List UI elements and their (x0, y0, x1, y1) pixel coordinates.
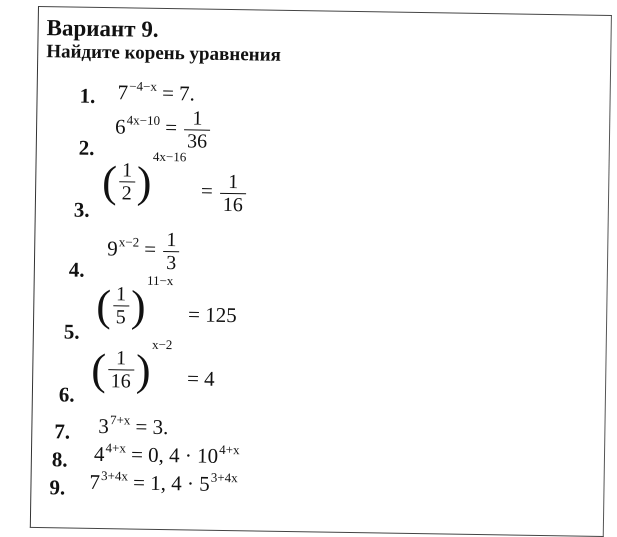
item-number: 8. (51, 447, 68, 472)
item-number: 9. (49, 475, 66, 500)
item-number: 1. (79, 83, 96, 108)
fraction-base: $\frac{1}{5}$ (113, 283, 130, 328)
right-exponent: 3+4x (210, 469, 238, 486)
item-number: 5. (63, 319, 80, 344)
equation-5: ( $\frac{1}{5}$ ) 11−x = 125 (95, 272, 237, 331)
equation-6: ( $\frac{1}{16}$ ) x−2 = 4 (90, 336, 215, 395)
exponent: x−2 (151, 336, 173, 352)
right-side: = 7. (161, 80, 196, 106)
fraction: $\frac{1}{16}$ (220, 171, 247, 216)
equation-7 (98, 414, 168, 440)
equals: = (144, 237, 157, 262)
item-number: 2. (78, 135, 95, 160)
exponent: 3+4x (101, 468, 129, 484)
equals: = (200, 178, 214, 203)
base: 6 (114, 114, 126, 139)
exponent: 11−x (146, 272, 174, 288)
exponent: 7+x (109, 412, 131, 428)
exponent: x−2 (118, 234, 140, 250)
item-number: 7. (54, 419, 71, 444)
right-exponent: 4+x (219, 441, 240, 458)
exponent: −4−x (129, 78, 158, 94)
right-side: = 4 (186, 366, 215, 391)
base: 7 (89, 469, 101, 495)
right-side: = 0, 4 · 10 (130, 442, 219, 468)
fraction: $\frac{1}{3}$ (163, 229, 180, 274)
base: 3 (98, 414, 110, 439)
base: 9 (107, 236, 118, 261)
equation-9 (89, 470, 237, 497)
exponent: 4x−10 (126, 112, 161, 129)
equation-1 (117, 80, 195, 106)
task-instruction: Найдите корень уравнения (46, 41, 282, 66)
item-number: 4. (68, 257, 85, 282)
equation-3: ( $\frac{1}{2}$ ) 4x−16 = $\frac{1}{16}$ (102, 156, 249, 216)
exponent: 4+x (105, 440, 127, 456)
variant-title: Вариант 9. (46, 15, 159, 42)
right-side: = 3. (135, 414, 169, 440)
item-number: 3. (73, 197, 90, 222)
worksheet (30, 6, 612, 537)
equals: = (165, 115, 178, 140)
exponent: 4x−16 (152, 148, 187, 164)
fraction: $\frac{1}{36}$ (184, 107, 211, 152)
right-side: = 125 (187, 302, 237, 328)
equation-8 (94, 442, 240, 469)
equation-2 (115, 106, 213, 153)
equation-4 (107, 228, 182, 274)
right-side: = 1, 4 · 5 (132, 470, 210, 496)
base: 7 (117, 80, 129, 105)
fraction-base: $\frac{1}{16}$ (108, 347, 135, 392)
fraction-base: $\frac{1}{2}$ (119, 159, 136, 204)
item-number: 6. (58, 382, 75, 407)
base: 4 (93, 441, 105, 467)
